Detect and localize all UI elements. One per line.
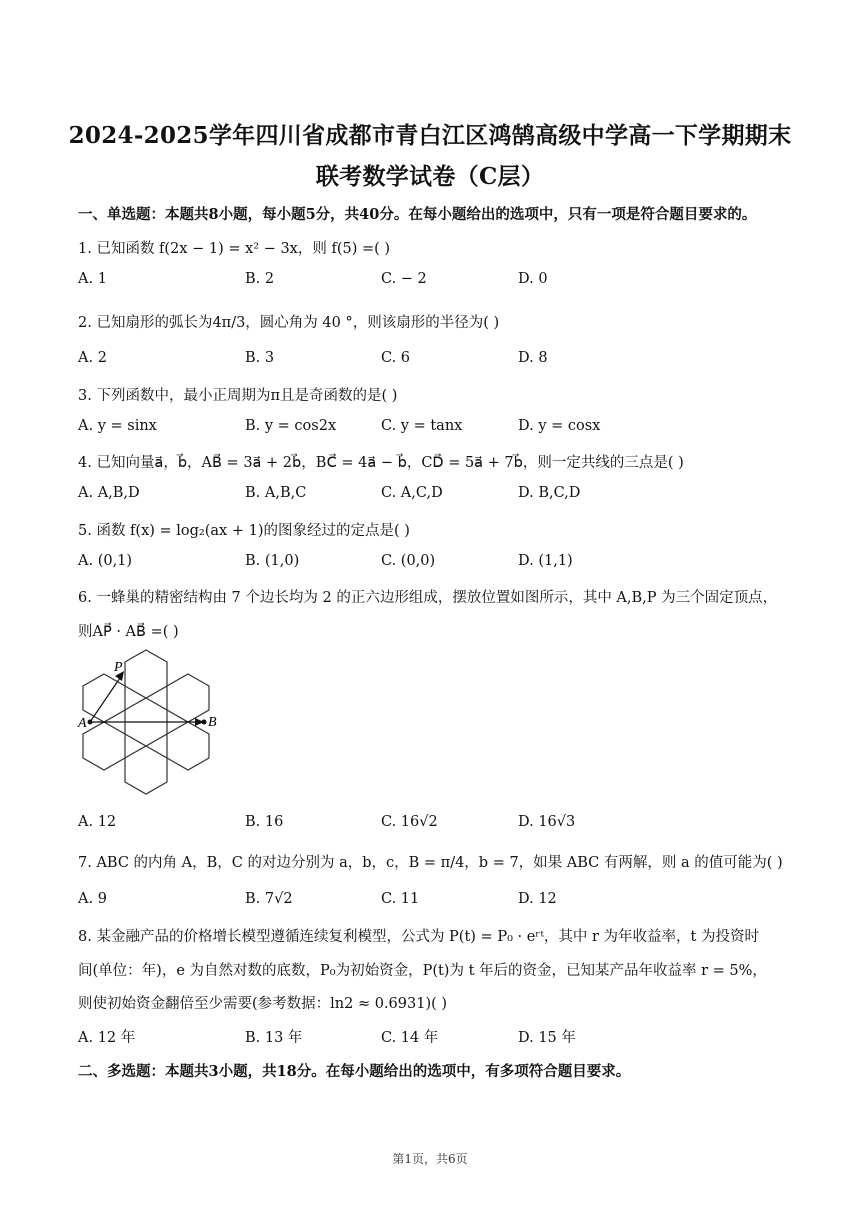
q4-option-a: A. A,B,D <box>78 485 140 501</box>
q7-option-d: D. 12 <box>518 891 557 907</box>
question-6-line2: 则AP⃗ · AB⃗ =( ) <box>78 624 179 640</box>
question-8-line2: 间(单位：年)，e 为自然对数的底数，P₀为初始资金，P(t)为 t 年后的资金，已知某产品年收益率 r = 5%， <box>78 963 767 979</box>
question-3: 3. 下列函数中，最小正周期为π且是奇函数的是( ) <box>78 388 398 404</box>
question-7: 7. ABC 的内角 A，B，C 的对边分别为 a，b，c，B = π/4，b = 7，如果 ABC 有两解，则 a 的值可能为( ) <box>78 855 783 871</box>
document-title-line2: 联考数学试卷（C层） <box>315 163 545 190</box>
q2-option-c: C. 6 <box>381 350 411 366</box>
q7-option-a: A. 9 <box>78 891 107 907</box>
label-b: B <box>208 715 217 730</box>
label-a: A <box>78 716 87 731</box>
hexagon-lower-right <box>167 722 209 770</box>
point-b <box>202 720 207 725</box>
q7-option-b: B. 7√2 <box>245 891 293 907</box>
q2-option-b: B. 3 <box>245 350 275 366</box>
hexagon-upper-left <box>83 674 125 722</box>
page-footer: 第1页，共6页 <box>392 1152 468 1166</box>
hexagon-upper-right <box>167 674 209 722</box>
question-8-line3: 则使初始资金翻倍至少需要(参考数据：ln2 ≈ 0.6931)( ) <box>78 996 448 1012</box>
q4-option-d: D. B,C,D <box>518 485 581 501</box>
q1-option-a: A. 1 <box>78 271 107 287</box>
q8-option-d: D. 15 年 <box>518 1030 576 1046</box>
q5-option-d: D. (1,1) <box>518 553 573 569</box>
q4-option-b: B. A,B,C <box>245 485 307 501</box>
q1-option-d: D. 0 <box>518 271 548 287</box>
q4-option-c: C. A,C,D <box>381 485 443 501</box>
q6-option-d: D. 16√3 <box>518 814 576 830</box>
q3-option-d: D. y = cosx <box>518 418 601 434</box>
document-title-line1: 2024-2025学年四川省成都市青白江区鸿鹄高级中学高一下学期期末 <box>68 122 792 149</box>
q3-option-c: C. y = tanx <box>381 418 463 434</box>
section-heading-single-choice: 一、单选题：本题共8小题，每小题5分，共40分。在每小题给出的选项中，只有一项是符合题目要求的。 <box>78 206 757 223</box>
question-2: 2. 已知扇形的弧长为4π/3，圆心角为 40 °，则该扇形的半径为( ) <box>78 315 500 331</box>
hexagon-top <box>125 650 167 698</box>
honeycomb-figure <box>70 648 230 800</box>
q8-option-a: A. 12 年 <box>78 1030 136 1046</box>
q5-option-a: A. (0,1) <box>78 553 133 569</box>
q7-option-c: C. 11 <box>381 891 420 907</box>
question-1: 1. 已知函数 f(2x − 1) = x² − 3x，则 f(5) =( ) <box>78 241 391 257</box>
section-heading-multiple-choice: 二、多选题：本题共3小题，共18分。在每小题给出的选项中，有多项符合题目要求。 <box>78 1063 631 1080</box>
q1-option-c: C. − 2 <box>381 271 427 287</box>
q3-option-a: A. y = sinx <box>78 418 157 434</box>
hexagon-lower-left <box>83 722 125 770</box>
q6-option-a: A. 12 <box>78 814 117 830</box>
q6-option-c: C. 16√2 <box>381 814 438 830</box>
question-6-line1: 6. 一蜂巢的精密结构由 7 个边长均为 2 的正六边形组成，摆放位置如图所示，其中 A,B,P 为三个固定顶点， <box>78 590 778 606</box>
q3-option-b: B. y = cos2x <box>245 418 337 434</box>
question-4: 4. 已知向量a⃗，b⃗，AB⃗ = 3a⃗ + 2b⃗，BC⃗ = 4a⃗ − b⃗，CD⃗ = 5a⃗ + 7b⃗，则一定共线的三点是( ) <box>78 455 684 471</box>
question-8-line1: 8. 某金融产品的价格增长模型遵循连续复利模型，公式为 P(t) = P₀ · eʳᵗ，其中 r 为年收益率，t 为投资时 <box>78 929 759 945</box>
q5-option-c: C. (0,0) <box>381 553 436 569</box>
q2-option-d: D. 8 <box>518 350 548 366</box>
q6-option-b: B. 16 <box>245 814 284 830</box>
hexagon-bottom <box>125 746 167 794</box>
q5-option-b: B. (1,0) <box>245 553 300 569</box>
question-5: 5. 函数 f(x) = log₂(ax + 1)的图象经过的定点是( ) <box>78 523 410 539</box>
q8-option-c: C. 14 年 <box>381 1030 439 1046</box>
point-a <box>88 720 93 725</box>
q1-option-b: B. 2 <box>245 271 275 287</box>
q8-option-b: B. 13 年 <box>245 1030 303 1046</box>
q2-option-a: A. 2 <box>78 350 107 366</box>
label-p: P <box>114 660 123 675</box>
